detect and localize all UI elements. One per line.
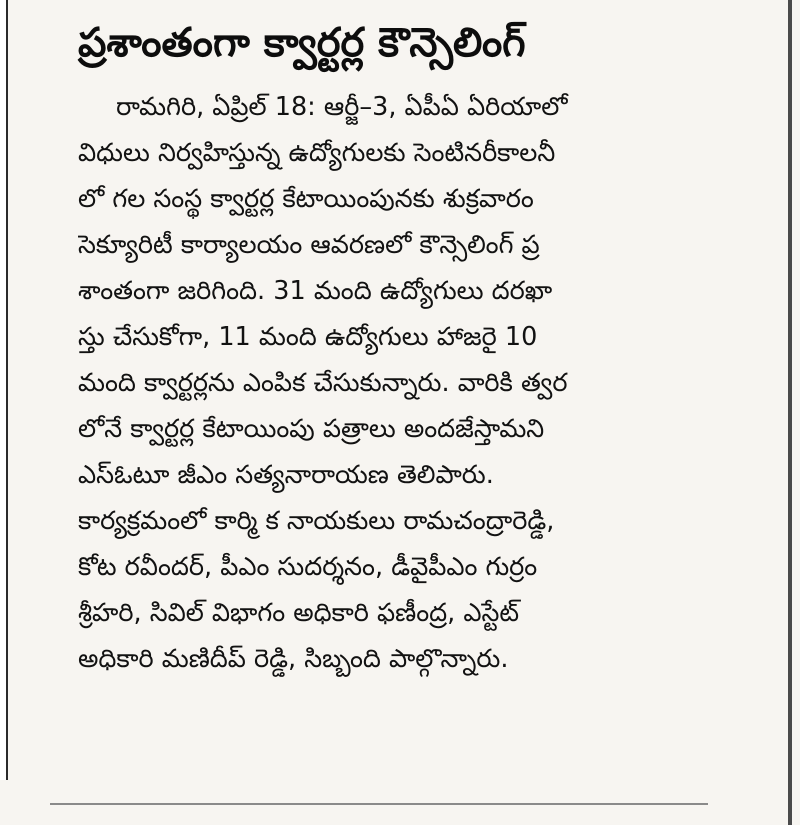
article-line: లో గల సంస్థ క్వార్టర్ల కేటాయింపునకు శుక్రవారం [78,184,534,214]
article-line: లోనే క్వార్టర్ల కేటాయింపు పత్రాలు అందజేస్తామని [78,414,545,444]
article-body [78,84,718,682]
article-line: రామగిరి, ఏప్రిల్ 18: ఆర్జీ–3, ఏపీఏ ఏరియాలో [116,92,568,122]
article-line: ఎస్ఓటూ జీఎం సత్యనారాయణ తెలిపారు. [78,460,494,490]
article-headline: ప్రశాంతంగా క్వార్టర్ల కౌన్సెలింగ్ [78,20,526,66]
news-article [78,10,718,682]
article-line: మంది క్వార్టర్లను ఎంపిక చేసుకున్నారు. వారికి త్వర [78,368,568,398]
bottom-divider [50,803,708,805]
article-line: శ్రీహరి, సివిల్ విభాగం అధికారి ఫణీంద్ర, ఎస్టేట్ [78,598,520,628]
left-border [0,0,8,780]
article-line: విధులు నిర్వహిస్తున్న ఉద్యోగులకు సెంటినరీకాలనీ [78,138,556,168]
article-line: సెక్యూరిటీ కార్యాలయం ఆవరణలో కౌన్సెలింగ్ ప్ర [78,230,540,260]
article-line: స్తు చేసుకోగా, 11 మంది ఉద్యోగులు హాజరై 10 [78,322,538,352]
article-line: కార్యక్రమంలో కార్మి క నాయకులు రామచంద్రారెడ్డి, [78,506,555,536]
article-line: అధికారి మణిదీప్ రెడ్డి, సిబ్బంది పాల్గొన్నారు. [78,644,509,674]
article-line: కోట రవీందర్, పీఎం సుదర్శనం, డీవైపీఎం గుర్రం [78,552,538,582]
right-border [788,0,792,825]
article-line: శాంతంగా జరిగింది. 31 మంది ఉద్యోగులు దరఖా [78,276,553,306]
